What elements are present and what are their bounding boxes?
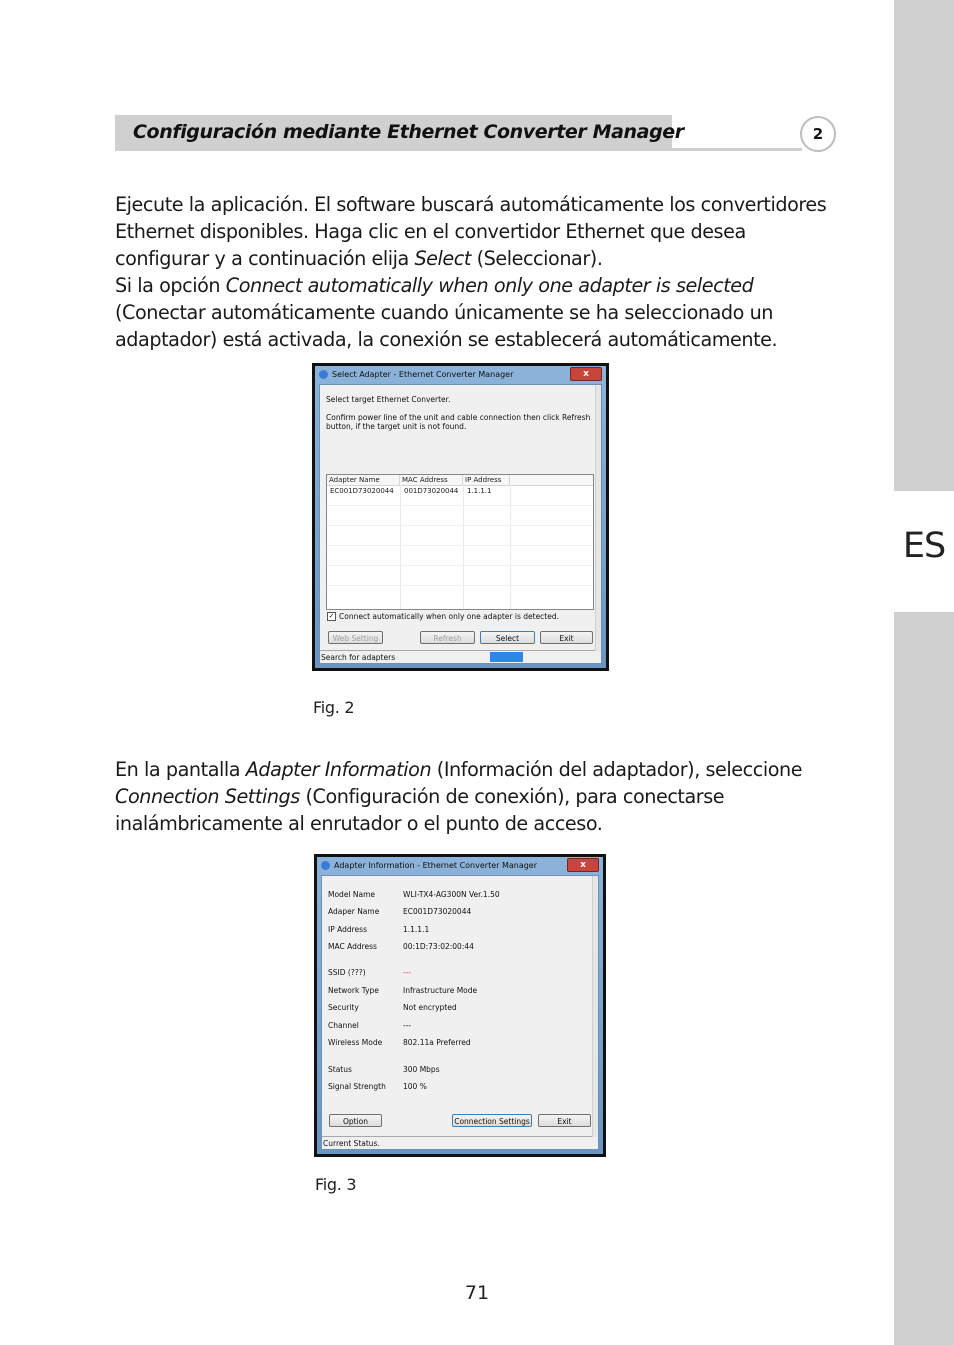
table-row-mac-address[interactable]: 001D73020044 — [404, 487, 459, 495]
column-mac-address[interactable]: MAC Address — [400, 475, 463, 485]
close-icon[interactable]: x — [570, 367, 602, 381]
adapter-information-window — [314, 854, 606, 1157]
figure-3-caption: Fig. 3 — [315, 1175, 357, 1194]
para1-text: Ejecute la aplicación. El software buscará automáticamente los convertidores Ethernet disponibles. Haga clic en el convertidor Ethernet que desea configurar y a continuación elija — [115, 193, 827, 270]
field-value-ssid: --- — [403, 968, 412, 977]
window-body — [321, 875, 599, 1150]
para2-text-end: (Configuración de conexión), para conectarse inalámbricamente al enrutador o el punto de acceso. — [115, 785, 725, 835]
auto-connect-label: Connect automatically when only one adapter is detected. — [339, 612, 560, 621]
app-icon — [319, 370, 328, 379]
status-bar — [320, 650, 601, 663]
column-adapter-name[interactable]: Adapter Name — [327, 475, 400, 485]
para2-text-mid: (Información del adaptador), seleccione — [431, 758, 803, 781]
section-title: Configuración mediante Ethernet Converter Manager — [133, 121, 684, 143]
field-label-mac-address: MAC Address — [328, 942, 377, 951]
select-button[interactable]: Select — [480, 631, 535, 644]
instructions-line-2: button, if the target unit is not found. — [326, 422, 467, 431]
para1-option-emphasis: Connect automatically when only one adapter is selected — [225, 274, 754, 297]
scrollbar[interactable] — [592, 876, 598, 1137]
option-button[interactable]: Option — [329, 1114, 382, 1127]
para1-text-end: (Seleccionar). — [470, 247, 603, 270]
grid-line — [510, 485, 511, 609]
exit-button[interactable]: Exit — [538, 1114, 591, 1127]
field-label-ssid: SSID (???) — [328, 968, 366, 977]
exit-button[interactable]: Exit — [540, 631, 593, 644]
field-label-signal-strength: Signal Strength — [328, 1082, 386, 1091]
section-header-rule — [672, 148, 802, 151]
field-value-model-name: WLI-TX4-AG300N Ver.1.50 — [403, 890, 500, 899]
app-icon — [321, 861, 330, 870]
window-title — [321, 859, 599, 873]
para1-option-text-end: (Conectar automáticamente cuando únicamente se ha seleccionado un adaptador) está activada, la conexión se establecerá automáticamente. — [115, 301, 778, 351]
search-progress-bar — [490, 652, 523, 662]
refresh-button[interactable]: Refresh — [420, 631, 475, 644]
field-value-wireless-mode: 802.11a Preferred — [403, 1038, 471, 1047]
field-value-network-type: Infrastructure Mode — [403, 986, 478, 995]
window-title — [319, 368, 602, 382]
field-value-channel: --- — [403, 1021, 412, 1030]
auto-connect-checkbox[interactable]: ✓ — [328, 612, 335, 620]
connection-settings-button[interactable]: Connection Settings — [452, 1114, 532, 1127]
field-value-signal-strength: 100 % — [403, 1082, 427, 1091]
web-setting-button[interactable]: Web Setting — [328, 631, 383, 644]
adapter-info-paragraph — [115, 756, 845, 837]
figure-2-caption: Fig. 2 — [313, 698, 355, 717]
field-label-security: Security — [328, 1003, 359, 1012]
grid-line — [327, 505, 593, 506]
language-tab-label: ES — [902, 526, 946, 566]
status-text: Current Status. — [323, 1139, 380, 1148]
page-number: 71 — [464, 1282, 490, 1304]
adapter-list[interactable] — [326, 474, 594, 610]
field-value-ip-address: 1.1.1.1 — [403, 925, 430, 934]
grid-line — [327, 565, 593, 566]
field-value-adapter-name: EC001D73020044 — [403, 907, 472, 916]
column-ip-address[interactable]: IP Address — [463, 475, 510, 485]
field-label-adapter-name: Adaper Name — [328, 907, 380, 916]
window-body — [319, 384, 602, 664]
section-number-badge: 2 — [800, 116, 836, 152]
window-title-text: Adapter Information - Ethernet Converter Manager — [334, 861, 538, 870]
grid-line — [400, 485, 401, 609]
heading-text: Select target Ethernet Converter. — [326, 395, 451, 404]
para1-emphasis: Select — [414, 247, 471, 270]
grid-line — [327, 525, 593, 526]
status-bar — [322, 1136, 598, 1149]
close-icon[interactable]: x — [567, 858, 599, 872]
window-title-text: Select Adapter - Ethernet Converter Manager — [332, 370, 514, 379]
table-row-adapter-name[interactable]: EC001D73020044 — [330, 487, 394, 495]
grid-line — [327, 545, 593, 546]
para2-emphasis-adapter-information: Adapter Information — [245, 758, 432, 781]
field-label-ip-address: IP Address — [328, 925, 367, 934]
select-adapter-window — [312, 363, 609, 671]
side-tab-strip-bottom — [894, 612, 954, 1345]
intro-paragraph — [115, 191, 845, 353]
grid-line — [463, 485, 464, 609]
grid-line — [327, 585, 593, 586]
field-value-status: 300 Mbps — [403, 1065, 440, 1074]
side-tab-strip-top — [894, 0, 954, 491]
field-label-wireless-mode: Wireless Mode — [328, 1038, 383, 1047]
field-label-channel: Channel — [328, 1021, 359, 1030]
scrollbar[interactable] — [595, 385, 601, 651]
status-text: Search for adapters — [321, 653, 396, 662]
para2-text: En la pantalla — [115, 758, 246, 781]
field-value-mac-address: 00:1D:73:02:00:44 — [403, 942, 474, 951]
para2-emphasis-connection-settings: Connection Settings — [115, 785, 300, 808]
field-label-network-type: Network Type — [328, 986, 379, 995]
field-label-model-name: Model Name — [328, 890, 376, 899]
field-value-security: Not encrypted — [403, 1003, 457, 1012]
para1-option-text: Si la opción — [115, 274, 226, 297]
table-row-ip-address[interactable]: 1.1.1.1 — [467, 487, 492, 495]
instructions-line-1: Confirm power line of the unit and cable connection then click Refresh — [326, 413, 591, 422]
field-label-status: Status — [328, 1065, 352, 1074]
